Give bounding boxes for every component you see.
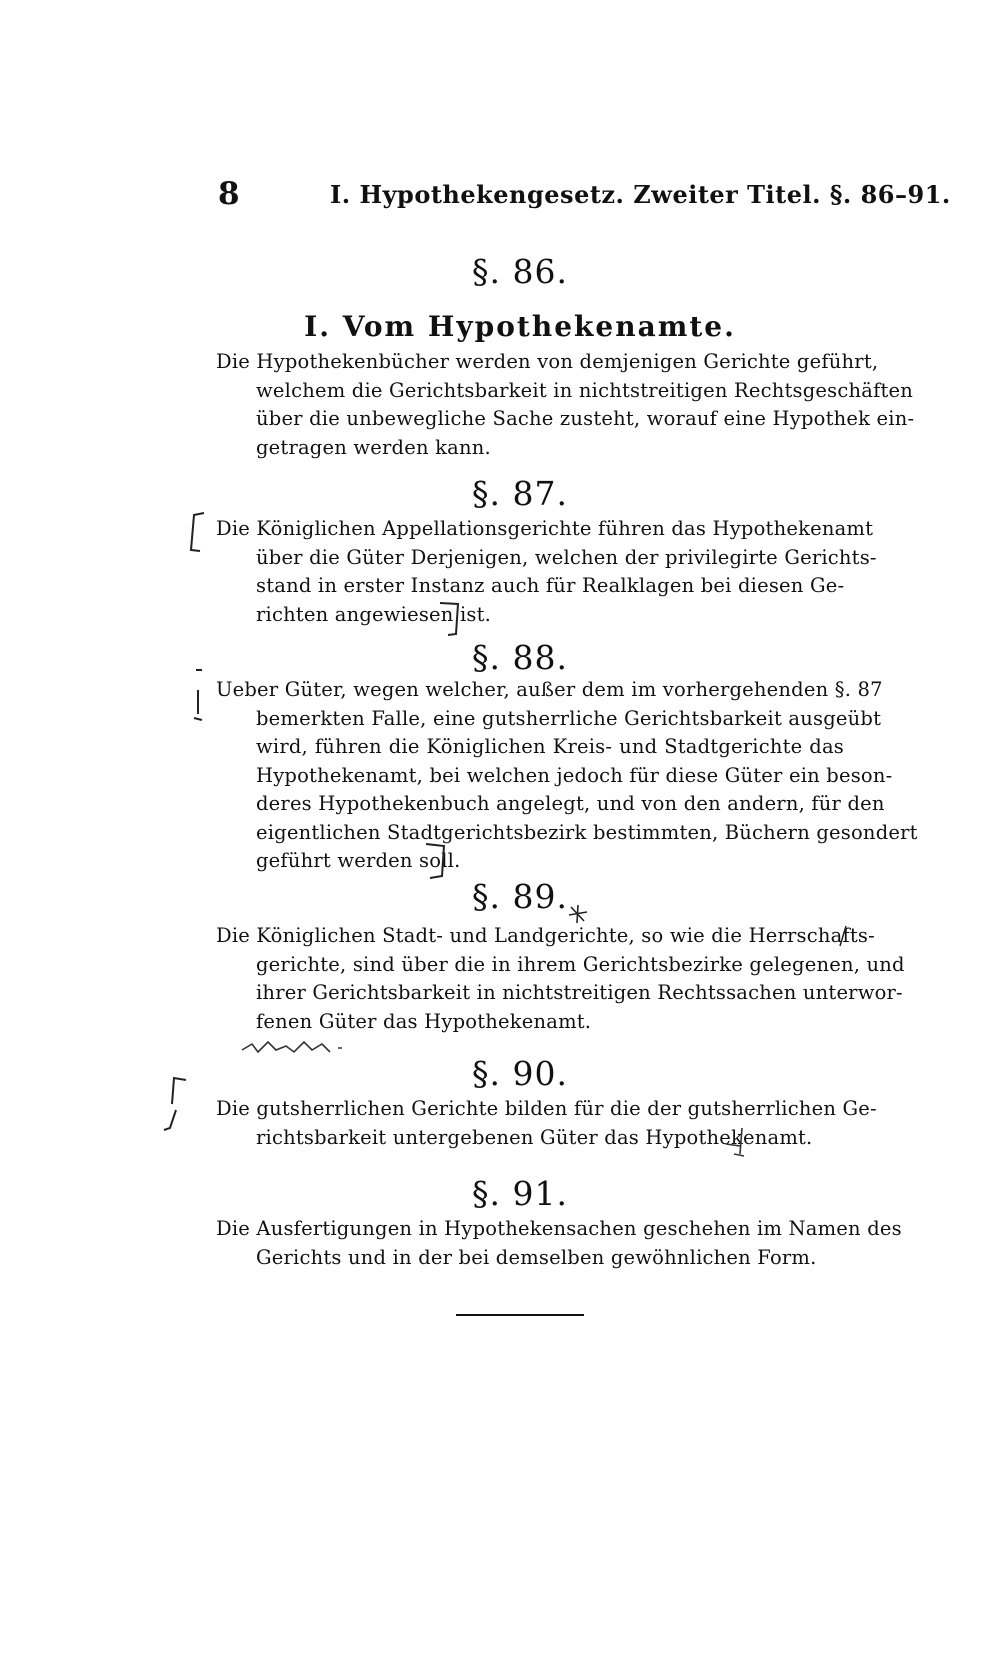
paragraph-line: fenen Güter das Hypothekenamt.	[256, 1009, 592, 1033]
section-number-91: §. 91.	[472, 1174, 568, 1213]
section-number-86: §. 86.	[472, 252, 568, 291]
closing-rule	[456, 1314, 584, 1316]
paragraph-line: welchem die Gerichtsbarkeit in nichtstreitigen Rechtsgeschäften	[256, 378, 914, 402]
running-title: I. Hypothekengesetz. Zweiter Titel. §. 86–91.	[330, 180, 951, 209]
paragraph-line: über die Güter Derjenigen, welchen der privilegirte Gerichts-	[256, 545, 877, 569]
bracket-mark-88-end	[420, 840, 450, 884]
section-number-88: §. 88.	[472, 638, 568, 677]
paragraph-87	[216, 515, 877, 629]
section-number-90: §. 90.	[472, 1054, 568, 1093]
paragraph-line: wird, führen die Königlichen Kreis- und Stadtgerichte das	[256, 735, 844, 758]
bracket-mark-87-end	[436, 600, 464, 640]
page-number: 8	[218, 176, 240, 212]
paragraph-line: richtsbarkeit untergebenen Güter das Hypothekenamt.	[256, 1125, 813, 1149]
bracket-mark-88	[188, 668, 210, 724]
asterisk-mark	[566, 903, 590, 925]
paragraph-line: Die Königlichen Stadt- und Landgerichte, so wie die Herrschafts-	[216, 924, 875, 947]
paragraph-line: bemerkten Falle, eine gutsherrliche Gerichtsbarkeit ausgeübt	[256, 706, 882, 730]
bracket-mark-87	[186, 510, 208, 556]
pencil-bracket-90-end	[720, 1124, 750, 1160]
bracket-mark-90	[160, 1074, 192, 1134]
paragraph-line: deres Hypothekenbuch angelegt, und von den andern, für den	[256, 792, 885, 815]
section-number-89: §. 89.	[472, 877, 568, 916]
paragraph-line: Die Königlichen Appellationsgerichte führen das Hypothekenamt	[216, 517, 874, 540]
paragraph-line: geführt werden soll.	[256, 849, 461, 872]
section-subheading: I. Vom Hypothekenamte.	[304, 310, 736, 343]
paragraph-line: über die unbewegliche Sache zusteht, worauf eine Hypothek ein-	[256, 407, 915, 430]
paragraph-88	[216, 676, 918, 876]
paragraph-line: Hypothekenamt, bei welchen jedoch für diese Güter ein beson-	[256, 763, 893, 787]
paragraph-91	[216, 1215, 902, 1272]
paragraph-line: eigentlichen Stadtgerichtsbezirk bestimmten, Büchern gesondert	[256, 820, 918, 844]
paragraph-86	[216, 348, 915, 462]
section-number-87: §. 87.	[472, 474, 568, 513]
paragraph-line: Die Hypothekenbücher werden von demjenigen Gerichte geführt,	[216, 350, 879, 373]
paragraph-line: richten angewiesen ist.	[256, 602, 492, 626]
paragraph-line: Die gutsherrlichen Gerichte bilden für die der gutsherrlichen Ge-	[216, 1097, 877, 1120]
paragraph-line: getragen werden kann.	[256, 435, 491, 459]
pencil-scribble	[238, 1036, 348, 1058]
paragraph-line: Gerichts und in der bei demselben gewöhnlichen Form.	[256, 1245, 817, 1269]
paragraph-line: gerichte, sind über die in ihrem Gerichtsbezirke gelegenen, und	[256, 952, 905, 976]
pencil-tick-mark	[836, 924, 850, 948]
running-head	[0, 176, 1000, 216]
paragraph-line: Die Ausfertigungen in Hypothekensachen geschehen im Namen des	[216, 1217, 902, 1240]
paragraph-line: ihrer Gerichtsbarkeit in nichtstreitigen Rechtssachen unterwor-	[256, 981, 903, 1004]
paragraph-line: Ueber Güter, wegen welcher, außer dem im vorhergehenden §. 87	[216, 678, 883, 701]
paragraph-89	[216, 922, 905, 1036]
paragraph-line: stand in erster Instanz auch für Realklagen bei diesen Ge-	[256, 574, 845, 597]
